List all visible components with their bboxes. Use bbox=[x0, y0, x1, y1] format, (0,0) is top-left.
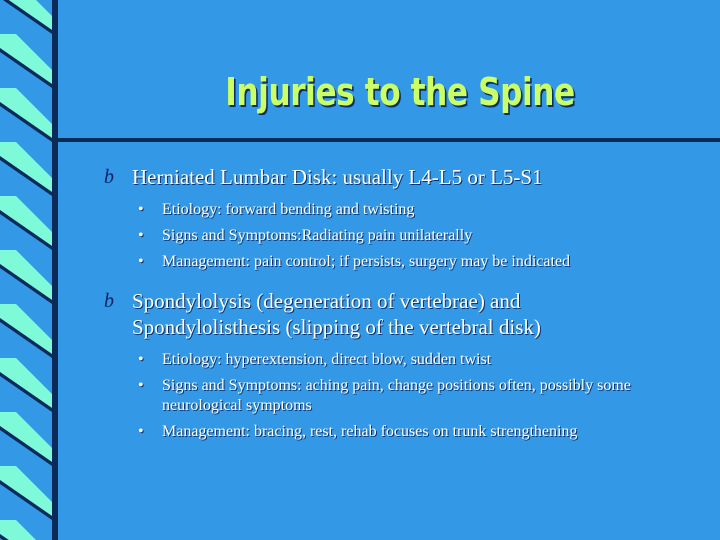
bullet-text: Spondylolysis (degeneration of vertebrae) and Spondylolisthesis (slipping of the vertebral disk) bbox=[132, 289, 541, 339]
sub-bullet-item bbox=[100, 200, 670, 220]
sub-bullet-icon: • bbox=[138, 423, 144, 440]
sub-bullet-text: Signs and Symptoms:Radiating pain unilaterally bbox=[162, 227, 473, 244]
sub-bullet-icon: • bbox=[138, 377, 144, 394]
sub-bullet-item bbox=[100, 252, 670, 272]
decorative-border bbox=[0, 0, 80, 540]
sub-bullet-text: Etiology: forward bending and twisting bbox=[162, 201, 415, 218]
sub-bullet-item bbox=[100, 350, 670, 370]
sub-bullet-text: Etiology: hyperextension, direct blow, sudden twist bbox=[162, 351, 492, 368]
sub-bullet-text: Signs and Symptoms: aching pain, change positions often, possibly some neurological symptoms bbox=[162, 377, 631, 414]
sub-bullet-icon: • bbox=[138, 351, 144, 368]
sub-bullet-text: Management: bracing, rest, rehab focuses on trunk strengthening bbox=[162, 423, 578, 440]
sub-bullet-icon: • bbox=[138, 201, 144, 218]
sub-bullet-icon: • bbox=[138, 227, 144, 244]
bullet-icon: b bbox=[104, 290, 114, 312]
bullet-text: Herniated Lumbar Disk: usually L4-L5 or L5-S1 bbox=[132, 165, 543, 189]
sub-bullet-text: Management: pain control; if persists, surgery may be indicated bbox=[162, 253, 571, 270]
slide-title: Injuries to the Spine bbox=[225, 70, 575, 114]
bullet-item-herniated-disk bbox=[100, 164, 670, 190]
sub-bullet-icon: • bbox=[138, 253, 144, 270]
sub-bullet-item bbox=[100, 376, 670, 416]
slide-content bbox=[100, 164, 670, 442]
bullet-icon: b bbox=[104, 166, 114, 188]
title-underline bbox=[56, 138, 720, 142]
sub-bullet-item bbox=[100, 226, 670, 246]
bullet-item-spondylolysis bbox=[100, 288, 670, 340]
sub-bullet-item bbox=[100, 422, 670, 442]
